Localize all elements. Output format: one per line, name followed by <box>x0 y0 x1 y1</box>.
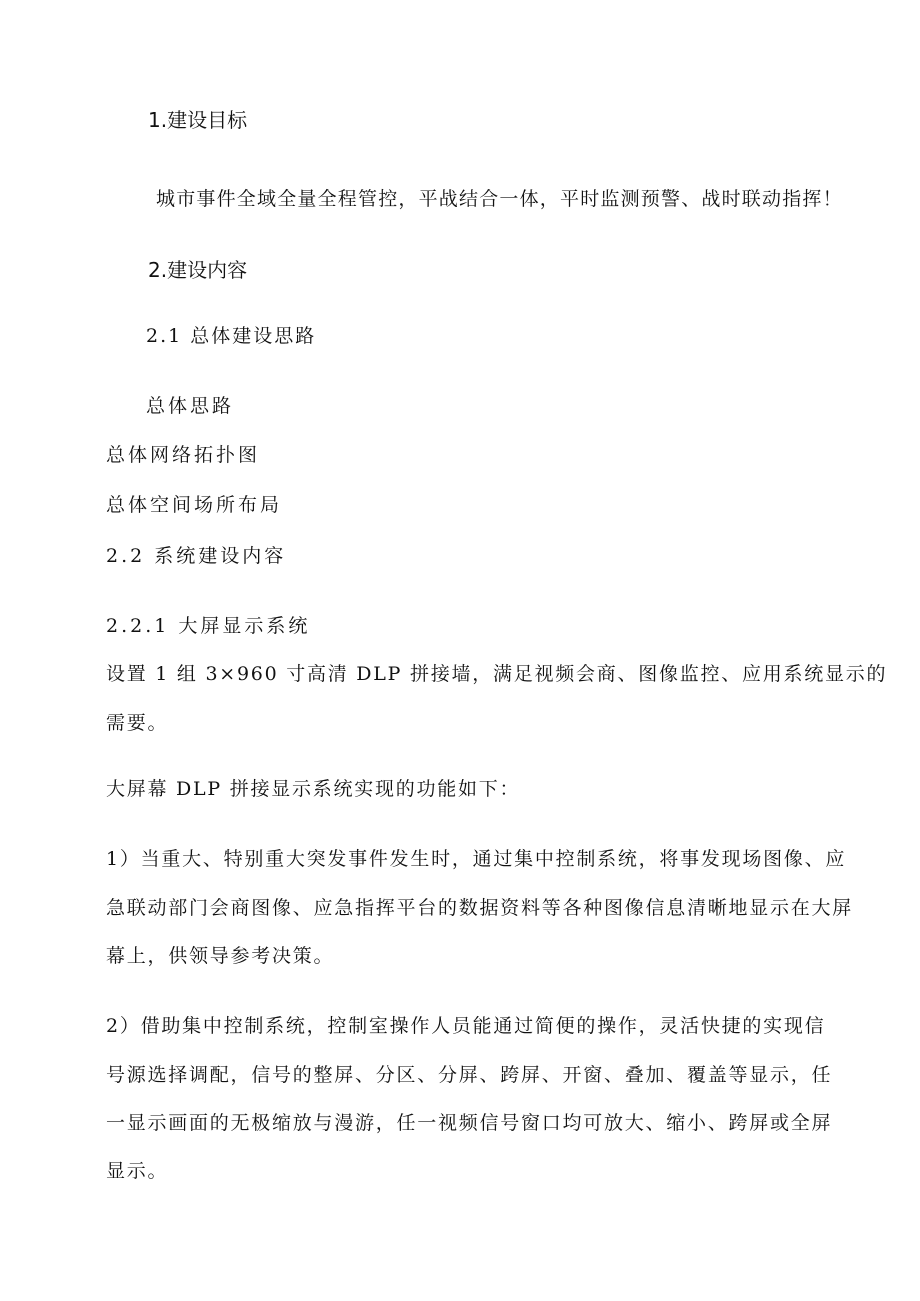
text-overall-network-topology: 总体网络拓扑图 <box>106 444 261 466</box>
item-2-line-3: 一显示画面的无极缩放与漫游，任一视频信号窗口均可放大、缩小、跨屏或全屏 <box>106 1112 833 1134</box>
goal-statement: 城市事件全域全量全程管控，平战结合一体，平时监测预警、战时联动指挥！ <box>156 188 843 210</box>
item-1-line-3: 幕上，供领导参考决策。 <box>106 945 335 967</box>
text-overall-space-layout: 总体空间场所布局 <box>106 494 283 516</box>
text-overall-idea: 总体思路 <box>146 395 235 417</box>
paragraph-2: 大屏幕 DLP 拼接显示系统实现的功能如下： <box>106 778 521 800</box>
paragraph-1-line-1: 设置 1 组 3×960 寸高清 DLP 拼接墙，满足视频会商、图像监控、应用系统显示的 <box>106 663 888 685</box>
item-1-line-1: 1）当重大、特别重大突发事件发生时，通过集中控制系统，将事发现场图像、应 <box>106 848 847 870</box>
item-2-line-2: 号源选择调配，信号的整屏、分区、分屏、跨屏、开窗、叠加、覆盖等显示，任 <box>106 1064 833 1086</box>
heading-2-1: 2.1 总体建设思路 <box>146 325 317 347</box>
item-2-line-1: 2）借助集中控制系统，控制室操作人员能通过简便的操作，灵活快捷的实现信 <box>106 1015 826 1037</box>
paragraph-1-line-2: 需要。 <box>106 712 169 734</box>
heading-2-2-1: 2.2.1 大屏显示系统 <box>106 615 311 637</box>
item-1-line-2: 急联动部门会商图像、应急指挥平台的数据资料等各种图像信息清晰地显示在大屏 <box>106 897 854 919</box>
heading-2-2: 2.2 系统建设内容 <box>106 545 287 567</box>
item-2-line-4: 显示。 <box>106 1160 169 1182</box>
heading-construction-goal: 1.建设目标 <box>148 108 248 132</box>
heading-construction-content: 2.建设内容 <box>148 258 248 282</box>
